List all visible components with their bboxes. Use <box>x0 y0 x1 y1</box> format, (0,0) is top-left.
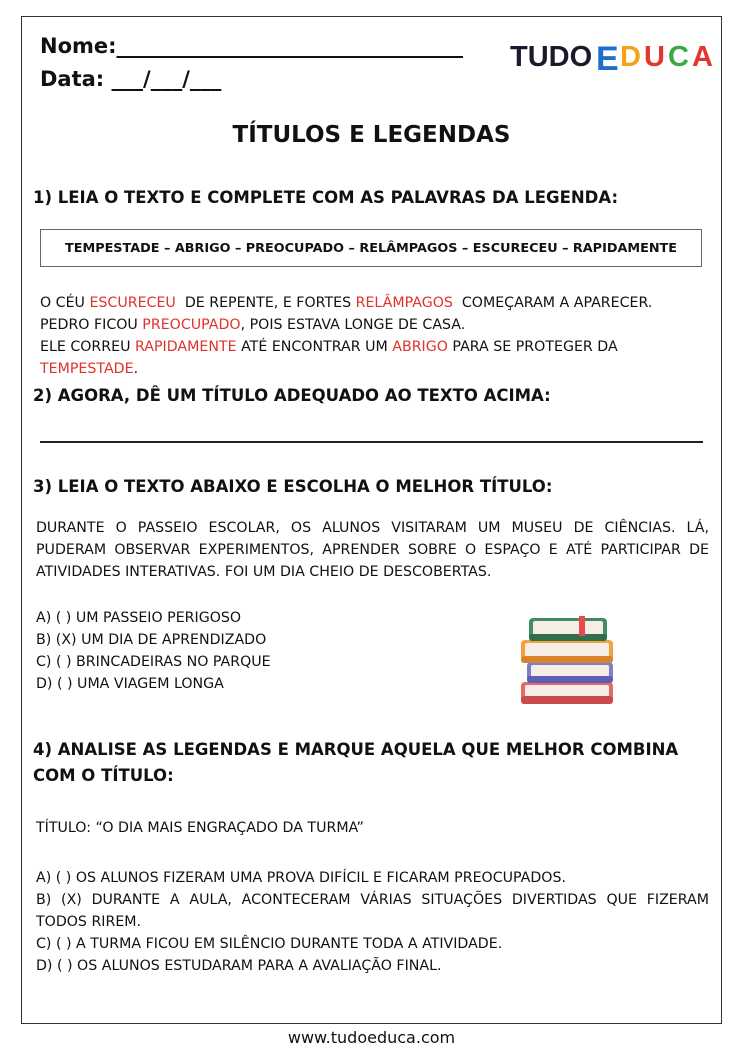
q3-paragraph-line-1: DURANTE O PASSEIO ESCOLAR, OS ALUNOS VISITARAM UM MUSEU DE CIÊNCIAS. LÁ, <box>36 520 709 536</box>
q4-title-line: TÍTULO: “O DIA MAIS ENGRAÇADO DA TURMA” <box>36 820 364 836</box>
logo-letter-a: A <box>692 41 713 73</box>
q4-option-b-line-2[interactable]: TODOS RIREM. <box>36 914 142 930</box>
q3-option-a[interactable]: A) ( ) UM PASSEIO PERIGOSO <box>36 610 242 626</box>
q4-option-c[interactable]: C) ( ) A TURMA FICOU EM SILÊNCIO DURANTE TODA A ATIVIDADE. <box>36 936 503 952</box>
word-rapidamente: RAPIDAMENTE <box>135 339 237 355</box>
word-escureceu: ESCURECEU <box>89 295 176 311</box>
q2-heading: 2) AGORA, DÊ UM TÍTULO ADEQUADO AO TEXTO ACIMA: <box>33 386 551 405</box>
q4-option-a[interactable]: A) ( ) OS ALUNOS FIZERAM UMA PROVA DIFÍCIL E FICARAM PREOCUPADOS. <box>36 870 566 886</box>
q3-heading: 3) LEIA O TEXTO ABAIXO E ESCOLHA O MELHOR TÍTULO: <box>33 477 553 496</box>
q4-heading-line-1: 4) ANALISE AS LEGENDAS E MARQUE AQUELA QUE MELHOR COMBINA <box>33 740 679 759</box>
logo-letter-u: U <box>644 41 665 73</box>
q1-heading: 1) LEIA O TEXTO E COMPLETE COM AS PALAVRAS DA LEGENDA: <box>33 188 619 207</box>
book-stack-illustration <box>515 612 620 710</box>
q3-paragraph-line-2: PUDERAM OBSERVAR EXPERIMENTOS, APRENDER SOBRE O ESPAÇO E ATÉ PARTICIPAR DE <box>36 542 709 558</box>
date-field[interactable]: Data: ___/___/___ <box>40 67 222 91</box>
q1-text-line-2: PEDRO FICOU PREOCUPADO, POIS ESTAVA LONGE DE CASA. <box>40 317 466 333</box>
logo-text-tudo: TUDO <box>510 41 593 73</box>
q3-option-c[interactable]: C) ( ) BRINCADEIRAS NO PARQUE <box>36 654 271 670</box>
word-legend-text: TEMPESTADE – ABRIGO – PREOCUPADO – RELÂMPAGOS – ESCURECEU – RAPIDAMENTE <box>64 240 678 256</box>
q3-paragraph-line-3: ATIVIDADES INTERATIVAS. FOI UM DIA CHEIO DE DESCOBERTAS. <box>36 564 492 580</box>
logo-letter-c: C <box>668 41 689 73</box>
footer-url[interactable]: www.tudoeduca.com <box>287 1028 456 1047</box>
word-relampagos: RELÂMPAGOS <box>355 295 453 311</box>
q4-option-b-line-1[interactable]: B) (X) DURANTE A AULA, ACONTECERAM VÁRIAS SITUAÇÕES DIVERTIDAS QUE FIZERAM <box>36 892 709 908</box>
page-title: TÍTULOS E LEGENDAS <box>232 122 511 148</box>
logo-letter-d: D <box>620 41 641 73</box>
word-preocupado: PREOCUPADO <box>142 317 241 333</box>
word-legend-box <box>40 229 702 267</box>
logo-letter-e: E <box>596 40 619 78</box>
q3-option-b[interactable]: B) (X) UM DIA DE APRENDIZADO <box>36 632 267 648</box>
q4-heading-line-2: COM O TÍTULO: <box>33 766 174 785</box>
tudoeduca-logo <box>510 30 720 82</box>
word-abrigo: ABRIGO <box>392 339 448 355</box>
q1-text-line-4: TEMPESTADE. <box>40 361 139 377</box>
q4-option-d[interactable]: D) ( ) OS ALUNOS ESTUDARAM PARA A AVALIAÇÃO FINAL. <box>36 958 442 974</box>
q3-option-d[interactable]: D) ( ) UMA VIAGEM LONGA <box>36 676 224 692</box>
q1-text-line-1: O CÉU ESCURECEU DE REPENTE, E FORTES RELÂMPAGOS COMEÇARAM A APARECER. <box>40 295 653 311</box>
name-field[interactable]: Nome:_________________________________ <box>40 34 464 58</box>
word-tempestade: TEMPESTADE <box>40 361 134 377</box>
q1-text-line-3: ELE CORREU RAPIDAMENTE ATÉ ENCONTRAR UM ABRIGO PARA SE PROTEGER DA <box>40 339 618 355</box>
q2-answer-line[interactable] <box>40 441 703 443</box>
